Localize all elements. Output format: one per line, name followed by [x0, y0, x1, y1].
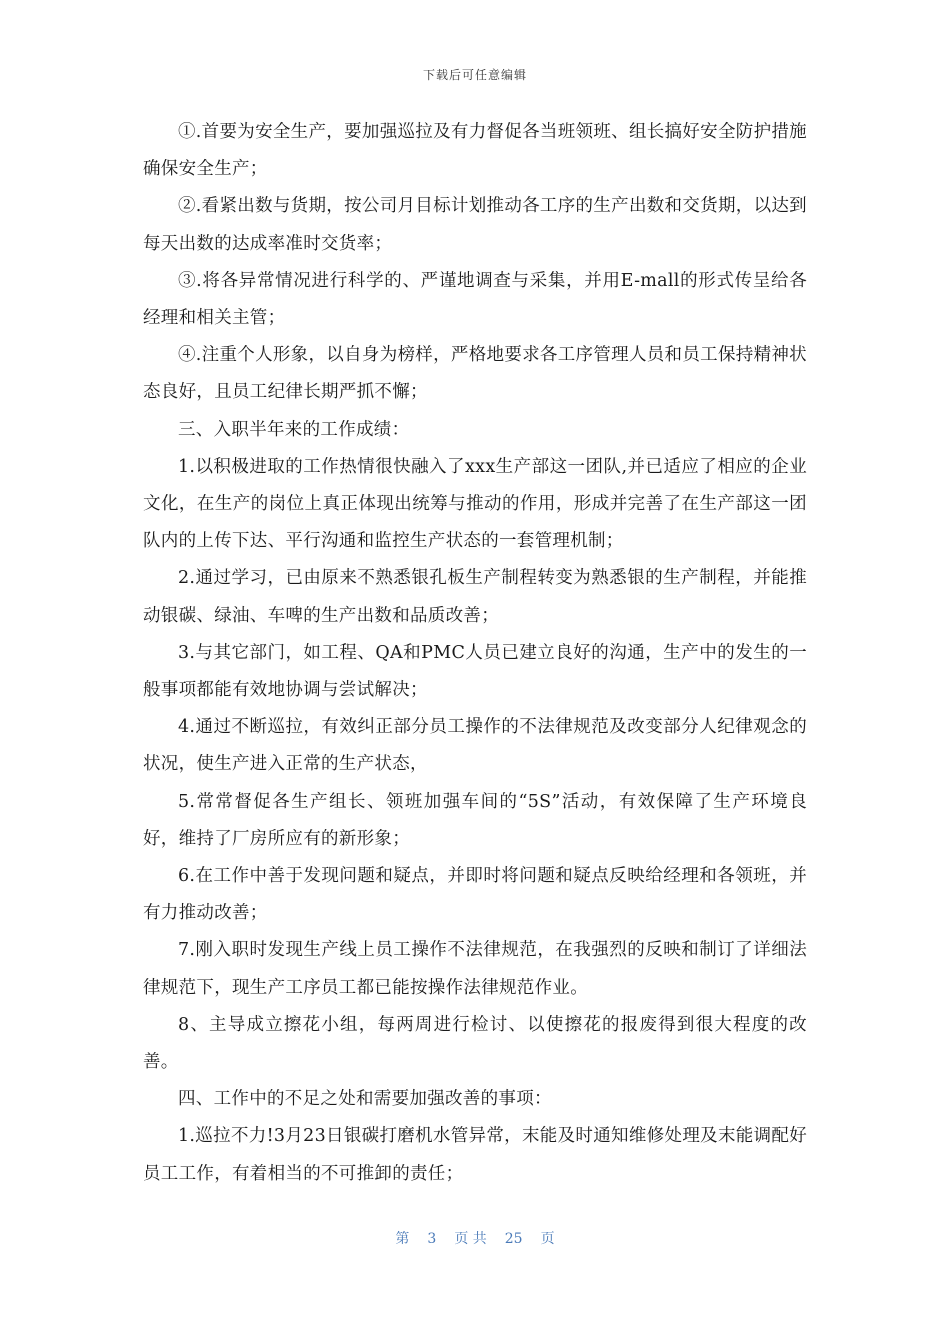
paragraph: ②.看紧出数与货期，按公司月目标计划推动各工序的生产出数和交货期，以达到每天出数的达成率准时交货率； [143, 196, 807, 254]
paragraph: ③.将各异常情况进行科学的、严谨地调查与采集，并用E-mall的形式传呈给各经理和相关主管； [143, 270, 807, 329]
page-label-prefix: 第 [395, 1231, 410, 1247]
section-heading: 三、入职半年来的工作成绩： [178, 419, 410, 440]
paragraph: 4.通过不断巡拉，有效纠正部分员工操作的不法律规范及改变部分人纪律观念的状况，使生产进入正常的生产状态， [143, 717, 807, 775]
paragraph: 6.在工作中善于发现问题和疑点，并即时将问题和疑点反映给经理和各领班，并有力推动改善； [143, 866, 807, 924]
total-pages-number: 25 [504, 1231, 523, 1247]
paragraph: ④.注重个人形象，以自身为榜样，严格地要求各工序管理人员和员工保持精神状态良好，且员工纪律长期严抓不懈； [143, 345, 807, 403]
paragraph: 3.与其它部门，如工程、QA和PMC人员已建立良好的沟通，生产中的发生的一般事项都能有效地协调与尝试解决； [143, 642, 807, 701]
page-label-suffix: 页 [540, 1231, 555, 1247]
paragraph: 8、主导成立擦花小组，每两周进行检讨、以使擦花的报废得到很大程度的改善。 [143, 1014, 807, 1073]
paragraph: 1.巡拉不力!3月23日银碳打磨机水管异常，末能及时通知维修处理及末能调配好员工工作，有着相当的不可推卸的责任； [143, 1126, 807, 1184]
paragraph: 5.常常督促各生产组长、领班加强车间的“5S”活动，有效保障了生产环境良好，维持了厂房所应有的新形象； [143, 791, 807, 849]
section-heading: 四、工作中的不足之处和需要加强改善的事项： [178, 1089, 552, 1110]
page-footer [0, 1228, 950, 1248]
page-label-middle: 页 共 [454, 1231, 487, 1247]
paragraph: 1.以积极进取的工作热情很快融入了xxx生产部这一团队,并已适应了相应的企业文化，在生产的岗位上真正体现出统筹与推动的作用，形成并完善了在生产部这一团队内的上传下达、平行沟通和监控生产状态的一套管理机制； [143, 456, 807, 552]
paragraph: ①.首要为安全生产，要加强巡拉及有力督促各当班领班、组长搞好安全防护措施确保安全生产； [143, 122, 807, 180]
current-page-number: 3 [427, 1231, 437, 1247]
page-header: 下载后可任意编辑 [422, 68, 527, 82]
document-body [143, 114, 807, 1193]
paragraph: 2.通过学习，已由原来不熟悉银孔板生产制程转变为熟悉银的生产制程，并能推动银碳、绿油、车啤的生产出数和品质改善； [143, 568, 807, 626]
paragraph: 7.刚入职时发现生产线上员工操作不法律规范，在我强烈的反映和制订了详细法律规范下，现生产工序员工都已能按操作法律规范作业。 [143, 940, 807, 998]
